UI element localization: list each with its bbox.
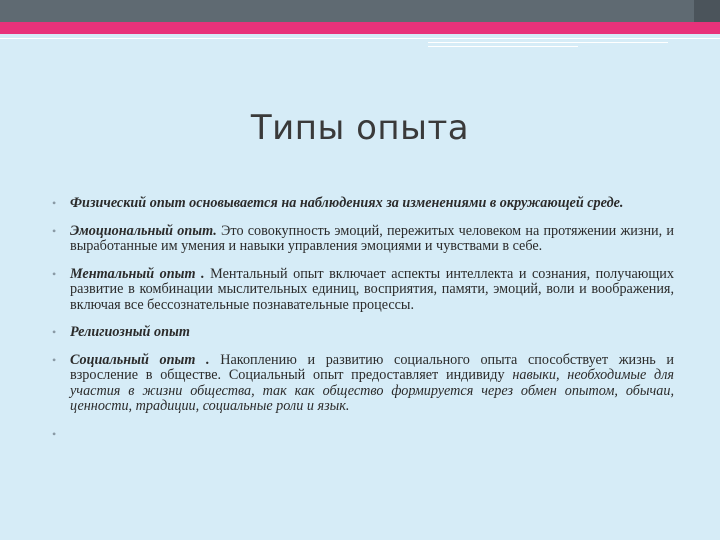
divider-line-shorter [428,46,578,47]
bullet-text: Ментальный опыт включает аспекты интеллекта и сознания, получающих развитие в комбинации мыслительных единиц, восприятия, памяти, эмоций, воли и воображения, включая все бессознательные познавательные процессы. [70,265,674,313]
bullet-lead: Социальный опыт . [70,351,210,368]
bullet-text: Это совокупность эмоций, пережитых человеком на протяжении жизни, и выработанные им умения и навыки управления эмоциями и чувствами в себе. [70,222,674,254]
bullet-text: Накоплению и развитию социального опыта способствует жизнь и взросление в обществе. Социальный опыт предоставляет индивиду [70,351,674,383]
bullet-lead: Религиозный опыт [70,324,190,340]
bullet-dot-icon: • [52,266,57,281]
bullet-physical [52,196,674,212]
bullet-dot-icon: • [52,196,57,210]
bullet-social [52,353,674,415]
bullet-lead: Физический опыт основывается на наблюдениях за изменениями в окружающей среде. [70,195,624,211]
slide-title: Типы опыта [250,108,470,148]
bullet-lead: Ментальный опыт . [70,265,205,282]
divider-line-short [428,42,668,43]
bullet-religious [52,325,674,341]
bullet-list [52,195,674,441]
bullet-lead: Эмоциональный опыт. [70,222,217,239]
bullet-dot-icon: • [52,325,57,339]
top-bar-corner [694,0,720,22]
top-bar [0,0,720,22]
bullet-dot-icon: • [52,352,57,367]
bullet-dot-icon: • [52,223,57,238]
bullet-dot-icon: • [52,426,57,441]
bullet-text-italic: навыки, необходимые для участия в жизни общества, так как общество формируется через обмен опытом, обычаи, ценности, традиции, социальные роли и язык. [70,367,674,414]
bullet-emotional [52,224,674,255]
divider-line [0,38,720,39]
bullet-mental [52,267,674,314]
accent-bar [0,22,720,34]
